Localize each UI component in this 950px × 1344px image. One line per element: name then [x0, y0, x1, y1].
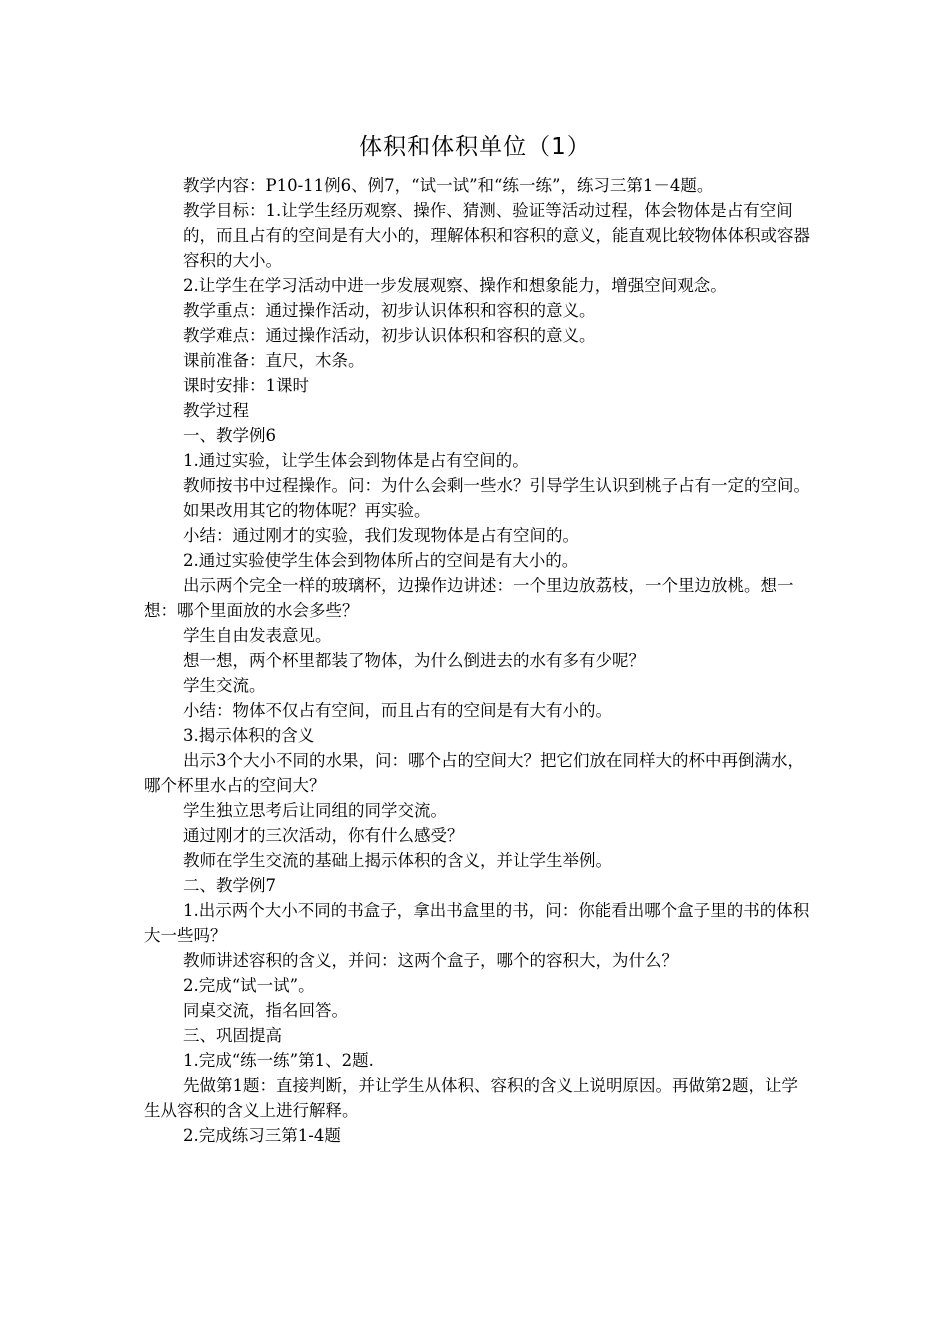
paragraph: 教学重点：通过操作活动，初步认识体积和容积的意义。	[183, 301, 596, 320]
paragraph: 容积的大小。	[183, 251, 282, 270]
paragraph: 小结：通过刚才的实验，我们发现物体是占有空间的。	[183, 526, 579, 545]
paragraph: 学生自由发表意见。	[183, 626, 332, 645]
document-body	[144, 173, 812, 1148]
paragraph: 教学难点：通过操作活动，初步认识体积和容积的意义。	[183, 326, 596, 345]
paragraph: 想一想，两个杯里都装了物体，为什么倒进去的水有多有少呢？	[183, 651, 645, 670]
paragraph: 2.完成练习三第1-4题	[183, 1126, 341, 1145]
paragraph: 教学过程	[183, 401, 249, 420]
paragraph: 先做第1题：直接判断，并让学生从体积、容积的含义上说明原因。再做第2题，让学生从容积的含义上进行解释。	[144, 1076, 798, 1120]
paragraph: 的，而且占有的空间是有大小的，理解体积和容积的意义，能直观比较物体体积或容器	[183, 226, 810, 245]
paragraph: 课时安排：1课时	[183, 376, 309, 395]
paragraph: 学生交流。	[183, 676, 266, 695]
paragraph: 教学目标：1.让学生经历观察、操作、猜测、验证等活动过程，体会物体是占有空间	[183, 201, 793, 220]
paragraph: 1.完成“练一练”第1、2题.	[183, 1051, 374, 1070]
paragraph: 2.通过实验使学生体会到物体所占的空间是有大小的。	[183, 551, 579, 570]
paragraph: 课前准备：直尺，木条。	[183, 351, 365, 370]
paragraph: 2.让学生在学习活动中进一步发展观察、操作和想象能力，增强空间观念。	[183, 276, 727, 295]
paragraph: 同桌交流，指名回答。	[183, 1001, 348, 1020]
paragraph: 教师按书中过程操作。问：为什么会剩一些水？引导学生认识到桃子占有一定的空间。	[183, 476, 810, 495]
paragraph: 3.揭示体积的含义	[183, 726, 315, 745]
paragraph: 一、教学例6	[183, 426, 276, 445]
paragraph: 小结：物体不仅占有空间，而且占有的空间是有大有小的。	[183, 701, 612, 720]
document-title: 体积和体积单位（1）	[359, 134, 591, 160]
paragraph: 教师在学生交流的基础上揭示体积的含义，并让学生举例。	[183, 851, 612, 870]
paragraph: 出示两个完全一样的玻璃杯，边操作边讲述：一个里边放荔枝，一个里边放桃。想一想：哪个里面放的水会多些？	[144, 576, 794, 620]
paragraph: 如果改用其它的物体呢？再实验。	[183, 501, 431, 520]
paragraph: 2.完成“试一试”。	[183, 976, 315, 995]
paragraph: 教学内容：P10-11例6、例7，“试一试”和“练一练”，练习三第1－4题。	[183, 176, 714, 195]
paragraph: 1.出示两个大小不同的书盒子，拿出书盒里的书，问：你能看出哪个盒子里的书的体积大一些吗？	[144, 901, 810, 945]
paragraph: 学生独立思考后让同组的同学交流。	[183, 801, 447, 820]
paragraph: 1.通过实验，让学生体会到物体是占有空间的。	[183, 451, 529, 470]
paragraph: 通过刚才的三次活动，你有什么感受？	[183, 826, 464, 845]
paragraph: 教师讲述容积的含义，并问：这两个盒子，哪个的容积大，为什么？	[183, 951, 678, 970]
paragraph: 出示3个大小不同的水果，问：哪个占的空间大？把它们放在同样大的杯中再倒满水，哪个杯里水占的空间大？	[144, 751, 804, 795]
paragraph: 三、巩固提高	[183, 1026, 282, 1045]
paragraph: 二、教学例7	[183, 876, 276, 895]
